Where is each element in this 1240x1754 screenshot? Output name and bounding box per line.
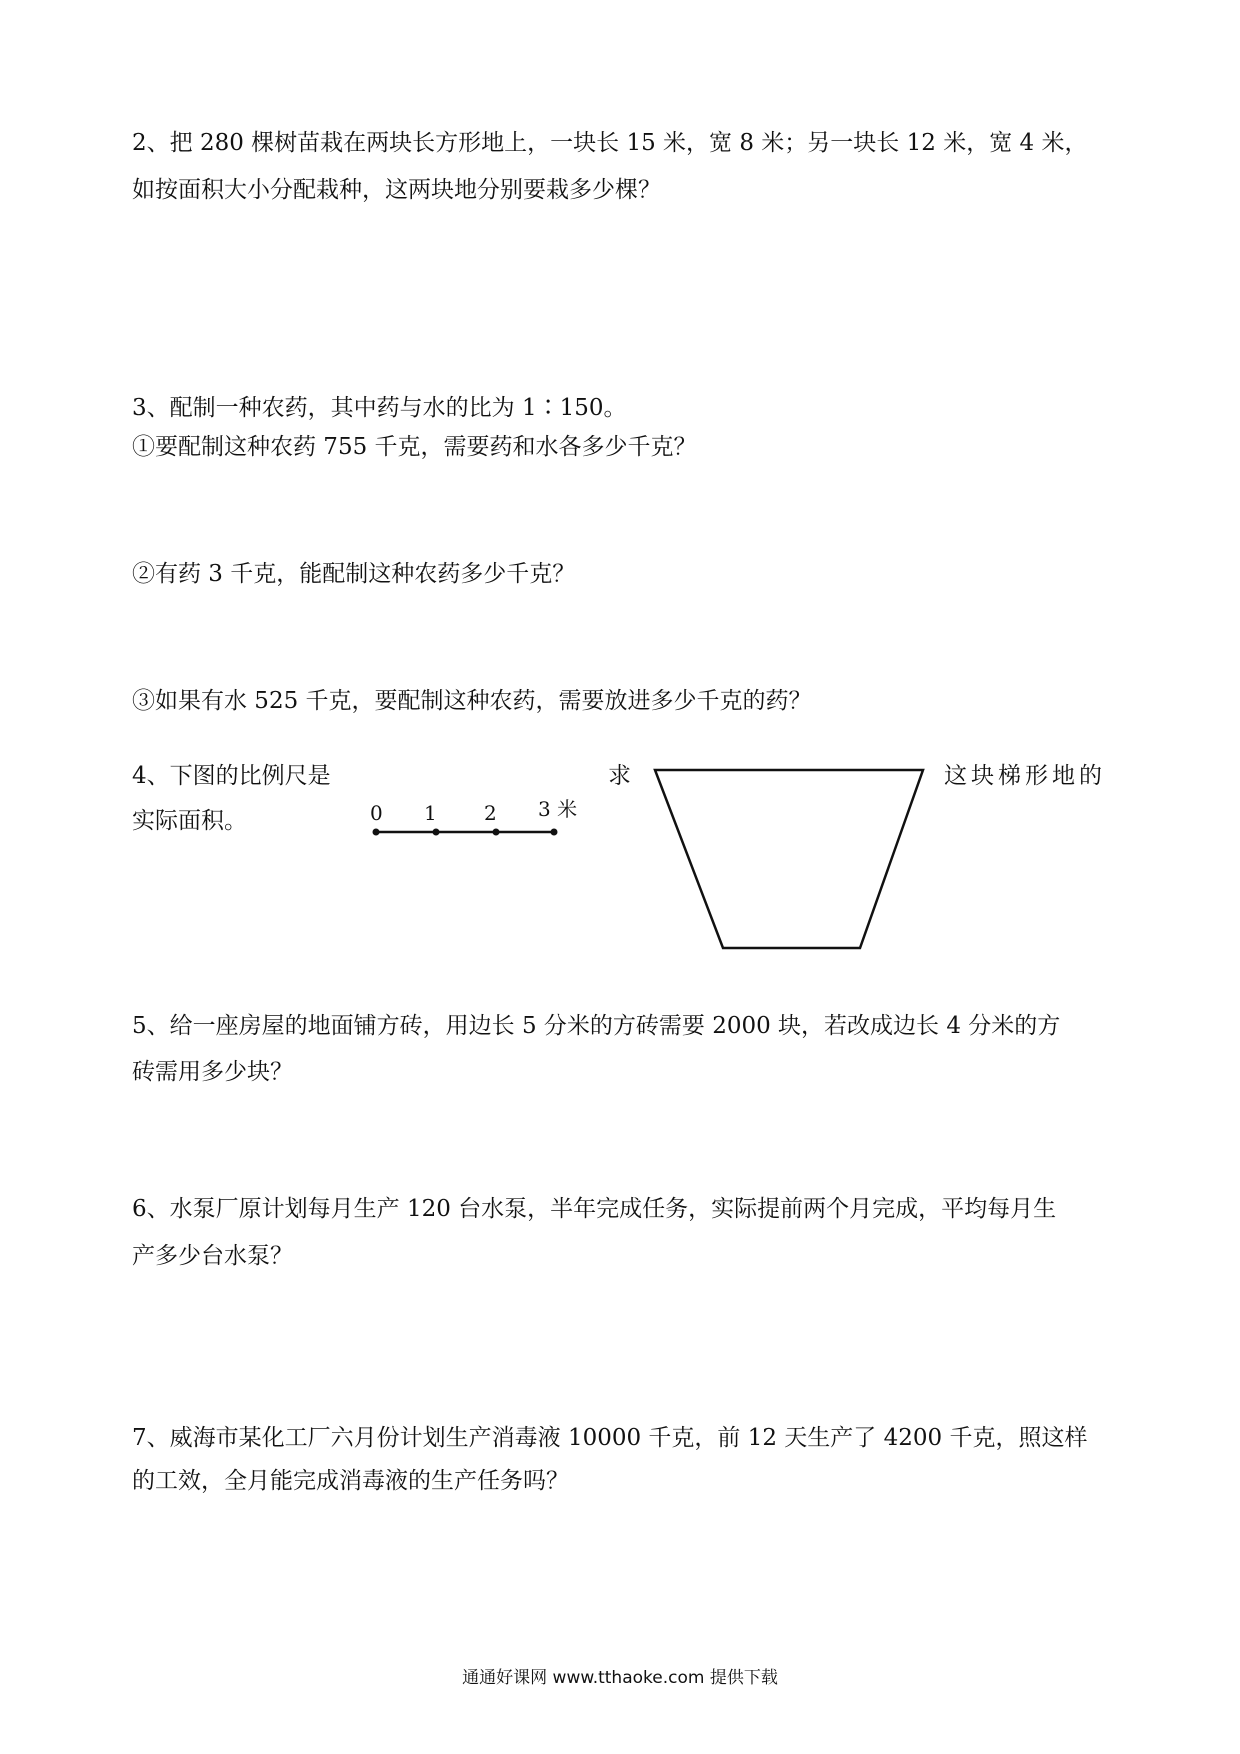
scale-label-0: 0 [370,801,383,825]
question-2-line-2: 如按面积大小分配栽种，这两块地分别要栽多少棵？ [132,177,661,203]
question-7-line-1: 7、威海市某化工厂六月份计划生产消毒液 10000 千克，前 12 天生产了 4200 千克，照这样 [132,1425,1088,1451]
question-5-line-2: 砖需用多少块？ [132,1059,293,1085]
scale-label-2: 2 [484,801,497,825]
scale-label-1: 1 [424,801,437,825]
trapezoid-figure [655,770,923,948]
scale-label-3: 3 米 [538,797,578,821]
page-footer: 通通好课网 www.tthaoke.com 提供下载 [462,1668,778,1688]
question-7-line-2: 的工效，全月能完成消毒液的生产任务吗？ [132,1468,569,1494]
scale-bar-tick-1 [433,829,440,836]
scale-bar-tick-0 [373,829,380,836]
question-2-line-1: 2、把 280 棵树苗栽在两块长方形地上，一块长 15 米，宽 8 米；另一块长 12 米，宽 4 米， [132,130,1088,156]
question-4-text-line-2: 实际面积。 [132,808,247,834]
question-3-stem: 3、配制一种农药，其中药与水的比为 1∶150。 [132,395,627,421]
question-6-line-1: 6、水泵厂原计划每月生产 120 台水泵，半年完成任务，实际提前两个月完成，平均每月生 [132,1196,1057,1222]
question-6-line-2: 产多少台水泵？ [132,1243,293,1269]
scale-bar-tick-2 [493,829,500,836]
question-3-part-1: ①要配制这种农药 755 千克，需要药和水各多少千克？ [132,434,697,460]
scale-bar-tick-3 [551,829,558,836]
question-3-part-3: ③如果有水 525 千克，要配制这种农药，需要放进多少千克的药？ [132,688,812,714]
question-5-line-1: 5、给一座房屋的地面铺方砖，用边长 5 分米的方砖需要 2000 块，若改成边长 4 分米的方 [132,1013,1061,1039]
question-4-text-mid: 求 [608,763,631,789]
question-4-text-left: 4、下图的比例尺是 [132,763,331,789]
question-3-part-2: ②有药 3 千克，能配制这种农药多少千克？ [132,561,576,587]
question-4-text-right: 这块梯形地的 [944,763,1106,789]
scale-bar [373,829,558,836]
